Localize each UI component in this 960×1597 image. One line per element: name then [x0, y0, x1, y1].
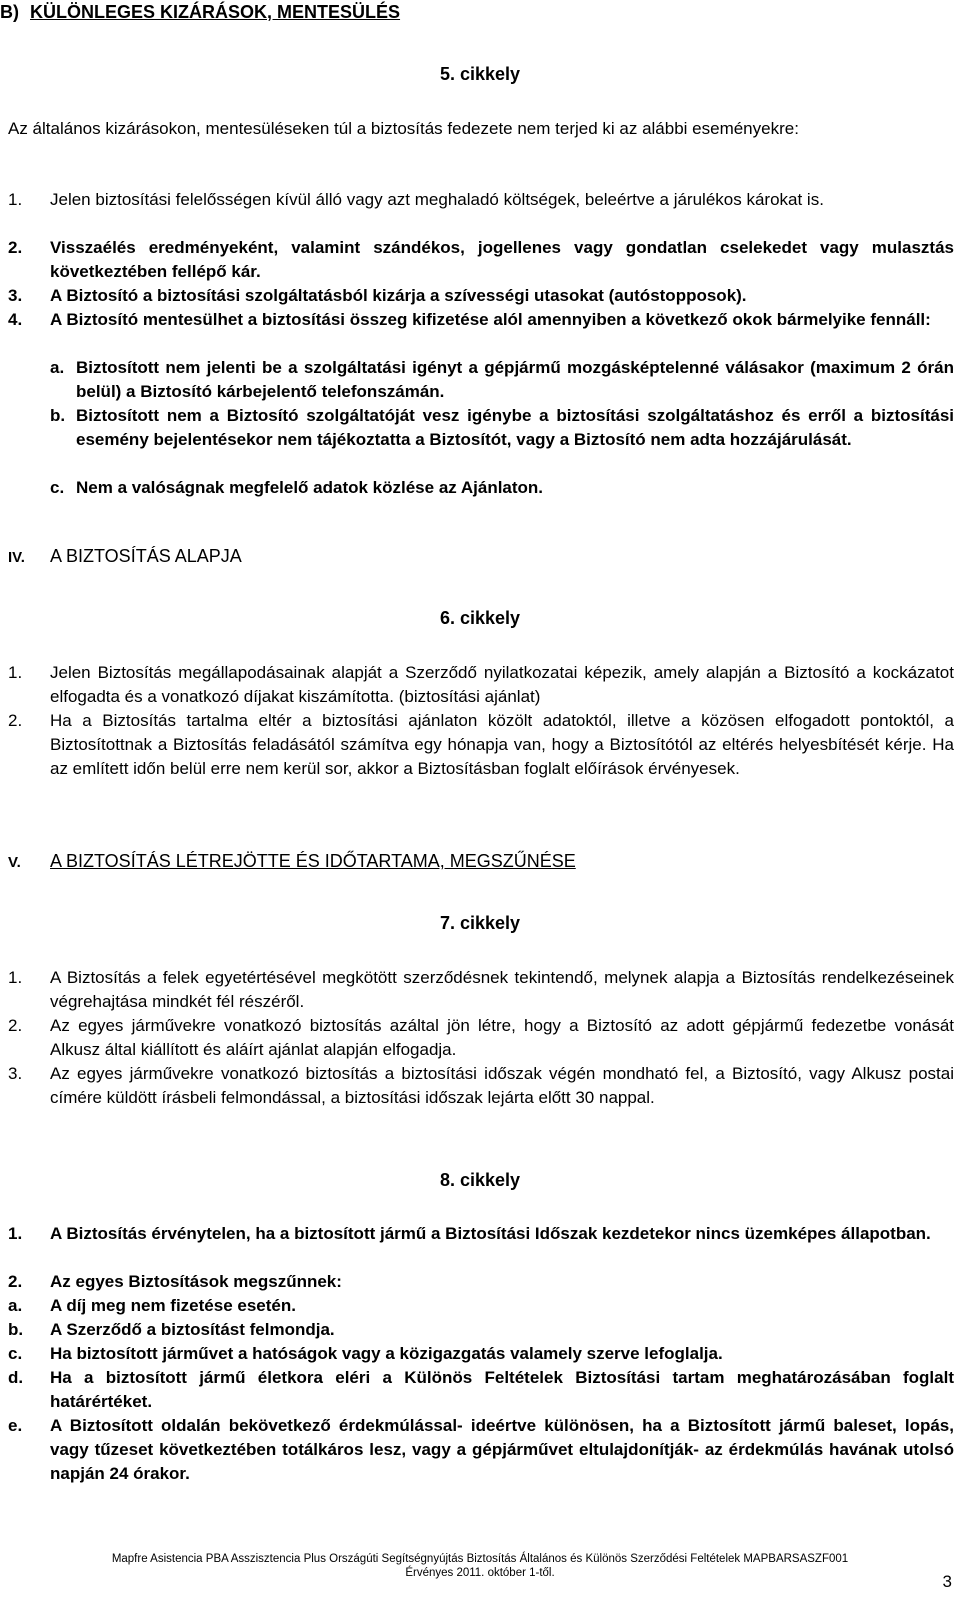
art8-item-2: 2. Az egyes Biztosítások megszűnnek: [8, 1272, 342, 1291]
art5-subitem-a: a. Biztosított nem jelenti be a szolgáltatási igényt a gépjármű mozgásképtelenné válásakor (maximum 2 órán belül) a Biztosító kárbejelentő telefonszámán. [50, 358, 954, 401]
art8-subitem-d: d. Ha a biztosított jármű életkora eléri a Különös Feltételek Biztosítási tartam meghatározásában foglalt határértéket. [8, 1368, 954, 1411]
section-title: A BIZTOSÍTÁS LÉTREJÖTTE ÉS IDŐTARTAMA, MEGSZŰNÉSE [50, 851, 576, 871]
article-6-heading: 6. cikkely [439, 608, 521, 628]
art7-item-1: 1. A Biztosítás a felek egyetértésével megkötött szerződésnek tekintendő, melynek alapja a Biztosítás rendelkezéseinek végrehajtása mindkét fél részéről. [8, 968, 954, 1011]
art8-item-1: 1. A Biztosítás érvénytelen, ha a biztosított jármű a Biztosítási Időszak kezdetekor nincs üzemképes állapotban. [8, 1224, 931, 1243]
art5-item-3: 3. A Biztosító a biztosítási szolgáltatásból kizárja a szívességi utasokat (autóstopposok). [8, 286, 747, 305]
art8-subitem-c: c. Ha biztosított járművet a hatóságok vagy a közigazgatás valamely szerve lefoglalja. [8, 1344, 723, 1363]
art8-subitem-b: b. A Szerződő a biztosítást felmondja. [8, 1320, 335, 1339]
art7-item-2: 2. Az egyes járművekre vonatkozó biztosítás azáltal jön létre, hogy a Biztosító az adott gépjármű fedezetbe vonását Alkusz által kiállított és aláírt ajánlat alapján elfogadja. [8, 1016, 954, 1059]
article-5-intro: Az általános kizárásokon, mentesüléseken túl a biztosítás fedezete nem terjed ki az alábbi eseményekre: [8, 119, 799, 138]
art5-item-4: 4. A Biztosító mentesülhet a biztosítási összeg kifizetése alól amennyiben a következő okok bármelyike fennáll: [8, 310, 931, 329]
footer-line-2: Érvényes 2011. október 1-től. [405, 1567, 555, 1579]
art6-item-1: 1. Jelen Biztosítás megállapodásainak alapját a Szerződő nyilatkozatai képezik, amely alapján a Biztosító a kockázatot elfogadta és a vonatkozó díjakat kiszámította. (biztosítási ajánlat) [8, 663, 954, 706]
section-b-heading [0, 2, 400, 23]
art5-subitem-b: b. Biztosított nem a Biztosító szolgáltatóját vesz igénybe a biztosítási szolgáltatáshoz és erről a biztosítási esemény bejelentésekor nem tájékoztatta a Biztosítót, vagy a Biztosító nem adta hozzájárulását. [50, 406, 954, 449]
article-5-heading: 5. cikkely [439, 64, 521, 84]
page-footer [0, 1552, 960, 1580]
art8-subitem-e: e. A Biztosított oldalán bekövetkező érdekmúlással- ideértve különösen, ha a Biztosított jármű baleset, lopás, vagy tűzeset következtében totálkáros lesz, vagy a gépjárművet eltulajdonítják- az érdekmúlás havának utolsó napján 24 órakor. [8, 1416, 954, 1483]
section-letter: B) [0, 2, 19, 22]
article-7-heading: 7. cikkely [439, 913, 521, 933]
art8-subitem-a: a. A díj meg nem fizetése esetén. [8, 1296, 296, 1315]
art5-subitem-c: c. Nem a valóságnak megfelelő adatok közlése az Ajánlaton. [50, 478, 544, 497]
section-title: KÜLÖNLEGES KIZÁRÁSOK, MENTESÜLÉS [30, 2, 401, 22]
art7-item-3: 3. Az egyes járművekre vonatkozó biztosítás a biztosítási időszak végén mondható fel, a Biztosító, vagy Alkusz postai címére küldött írásbeli felmondással, a biztosítási időszak lejárta előtt 30 nappal. [8, 1064, 954, 1107]
section-v-heading [8, 851, 576, 872]
art5-item-2: 2. Visszaélés eredményeként, valamint szándékos, jogellenes vagy gondatlan cselekedet vagy mulasztás következtében fellépő kár. [8, 238, 954, 281]
page-number: 3 [942, 1572, 952, 1591]
footer-line-1: Mapfre Asistencia PBA Asszisztencia Plus Országúti Segítségnyújtás Biztosítás Általános és Különös Szerződési Feltételek MAPBARSASZF001 [111, 1553, 849, 1565]
art5-item-1: 1. Jelen biztosítási felelősségen kívül álló vagy azt meghaladó költségek, beleértve a járulékos károkat is. [8, 190, 824, 209]
section-roman: V. [8, 854, 21, 871]
article-8-heading: 8. cikkely [439, 1170, 521, 1190]
section-roman: IV. [8, 549, 25, 566]
art6-item-2: 2. Ha a Biztosítás tartalma eltér a biztosítási ajánlaton közölt adatoktól, illetve a közösen elfogadott pontoktól, a Biztosítottnak a Biztosítás feladásától számítva egy hónapja van, hogy a Biztosítótól az eltérés helyesbítését kérje. Ha az említett időn belül erre nem kerül sor, akkor a Biztosításban foglalt előírások érvényesek. [8, 711, 954, 778]
section-iv-heading [8, 546, 242, 567]
section-title: A BIZTOSÍTÁS ALAPJA [50, 546, 242, 566]
